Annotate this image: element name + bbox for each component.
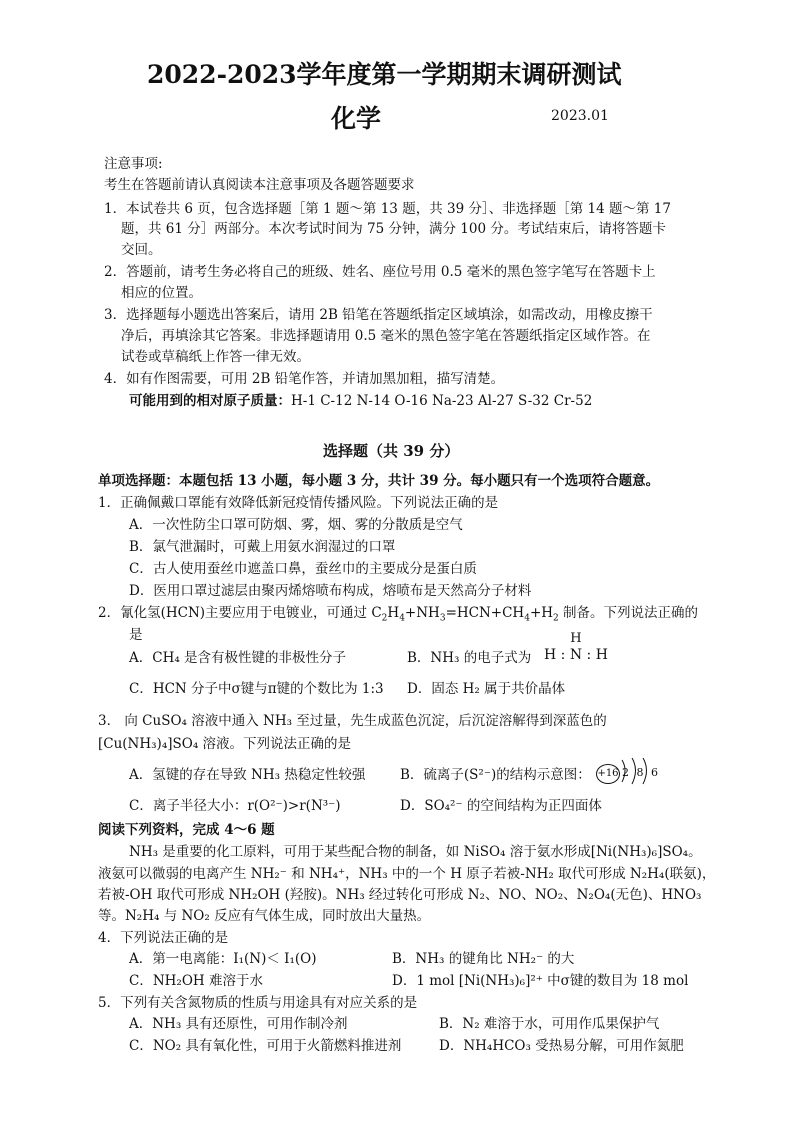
q2-stem: 2．氰化氢(HCN)主要应用于电镀业，可通过 $C_2H_4+NH_3=HCN+CH_4+H_2$ 制备。下列说法正确的 [98,605,699,624]
atomic-masses [129,391,592,411]
q3-stem: 3． 向 CuSO₄ 溶液中通入 NH₃ 至过量，先生成蓝色沉淀，后沉淀溶解得到深蓝色的 [98,713,607,729]
sulfide-nucleus: +16 [596,764,620,784]
atomic-masses-label: 可能用到的相对原子质量： [129,393,291,409]
q2-stem-part: 2．氰化氢(HCN)主要应用于电镀业，可通过 C [98,605,382,621]
q5-option-c: C．NO₂ 具有氧化性，可用于火箭燃料推进剂 [129,1038,402,1054]
nh3-lewis-structure [544,631,608,663]
notice-item-3-line3: 试卷或草稿纸上作答一律无效。 [121,349,310,365]
section-instruction: 单项选择题：本题包括 13 小题，每小题 3 分，共计 39 分。每小题只有一个选项符合题意。 [98,473,660,489]
notice-item-1-line3: 交回。 [121,242,162,258]
q5-option-d: D．NH₄HCO₃ 受热易分解，可用作氮肥 [439,1038,684,1054]
notice-heading: 注意事项: [104,156,163,172]
q2-stem-part: +H [529,605,554,621]
reading-line-2: 液氨可以微弱的电离产生 NH₂⁻ 和 NH₄⁺，NH₃ 中的一个 H 原子若被-NH₂ 取代可形成 N₂H₄(联氨)， [98,866,716,882]
q2-option-b: B．NH₃ 的电子式为 [407,650,532,666]
q3-option-a: A．氢键的存在导致 NH₃ 热稳定性较强 [129,767,366,783]
notice-intro: 考生在答题前请认真阅读本注意事项及各题答题要求 [104,177,415,193]
reading-heading: 阅读下列资料，完成 4～6 题 [98,822,275,838]
q3-stem-line2: [Cu(NH₃)₄]SO₄ 溶液。下列说法正确的是 [98,736,352,752]
q4-option-d: D．1 mol [Ni(NH₃)₆]²⁺ 中σ键的数目为 18 mol [392,973,689,989]
section-title: 选择题（共 39 分） [323,442,460,460]
q2-stem-line2: 是 [129,627,143,643]
subject-title: 化学 [331,104,382,133]
q1-option-b: B．氯气泄漏时，可戴上用氨水润湿过的口罩 [129,539,396,555]
q2-stem-part: H [387,605,400,621]
q4-option-a: A．第一电离能：I₁(N)＜ I₁(O) [129,951,317,967]
q5-option-a: A．NH₃ 具有还原性，可用作制冷剂 [129,1016,348,1032]
q4-stem: 4．下列说法正确的是 [98,930,229,946]
notice-item-3-line2: 净后，再填涂其它答案。非选择题请用 0.5 毫米的黑色签字笔在答题纸指定区域作答。在 [121,328,651,344]
q2-stem-part: 制备。下列说法正确的 [558,605,699,621]
sulfide-shells: 2 8 6 [622,766,660,779]
q3-option-b: B．硫离子(S²⁻)的结构示意图： [400,767,591,783]
q3-option-d: D．SO₄²⁻ 的空间结构为正四面体 [400,798,602,814]
q1-option-d: D．医用口罩过滤层由聚丙烯熔喷布构成，熔喷布是天然高分子材料 [129,583,532,599]
lewis-main: H : N : H [544,647,608,663]
q5-option-b: B．N₂ 难溶于水，可用作瓜果保护气 [439,1016,660,1032]
reading-line-4: 等。N₂H₄ 与 NO₂ 反应有气体生成，同时放出大量热。 [98,908,431,924]
notice-item-4: 4．如有作图需要，可用 2B 铅笔作答，并请加黑加粗，描写清楚。 [104,371,505,387]
q2-stem-part: +NH [404,605,440,621]
notice-item-1-line2: 题，共 61 分］两部分。本次考试时间为 75 分钟，满分 100 分。考试结束后，请将答题卡 [121,221,666,237]
reading-line-1: NH₃ 是重要的化工原料，可用于某些配合物的制备，如 NiSO₄ 溶于氨水形成[Ni(NH₃)₆]SO₄。 [129,844,702,860]
q2-stem-part: =HCN+CH [445,605,525,621]
notice-item-2-line2: 相应的位置。 [121,285,202,301]
q2-option-a: A．CH₄ 是含有极性键的非极性分子 [129,650,347,666]
reading-line-3: 若被-OH 取代可形成 NH₂OH (羟胺)。NH₃ 经过转化可形成 N₂、NO、NO₂、N₂O₄(无色)、HNO₃ [98,887,702,903]
atomic-masses-values: H-1 C-12 N-14 O-16 Na-23 Al-27 S-32 Cr-52 [291,393,593,409]
q3-option-c: C．离子半径大小：r(O²⁻)>r(N³⁻) [129,798,341,814]
q5-stem: 5．下列有关含氮物质的性质与用途具有对应关系的是 [98,995,418,1011]
q2-option-d: D．固态 H₂ 属于共价晶体 [407,681,566,697]
q1-option-a: A．一次性防尘口罩可防烟、雾，烟、雾的分散质是空气 [129,517,463,533]
exam-title: 2022-2023学年度第一学期期末调研测试 [147,60,622,89]
notice-item-3-line1: 3．选择题每小题选出答案后，请用 2B 铅笔在答题纸指定区域填涂，如需改动，用橡皮擦干 [104,307,653,323]
q1-stem: 1．正确佩戴口罩能有效降低新冠疫情传播风险。下列说法正确的是 [98,495,499,511]
q4-option-c: C．NH₂OH 难溶于水 [129,973,263,989]
q4-option-b: B．NH₃ 的键角比 NH₂⁻ 的大 [392,951,575,967]
exam-date: 2023.01 [551,108,609,124]
notice-item-1-line1: 1．本试卷共 6 页，包含选择题［第 1 题～第 13 题，共 39 分］、非选择题［第 14 题～第 17 [104,201,671,217]
lewis-top-h: H [570,631,582,646]
q2-option-c: C．HCN 分子中σ键与π键的个数比为 1:3 [129,681,384,697]
q1-option-c: C．古人使用蚕丝巾遮盖口鼻，蚕丝巾的主要成分是蛋白质 [129,561,477,577]
notice-item-2-line1: 2．答题前，请考生务必将自己的班级、姓名、座位号用 0.5 毫米的黑色签字笔写在答题卡上 [104,264,656,280]
